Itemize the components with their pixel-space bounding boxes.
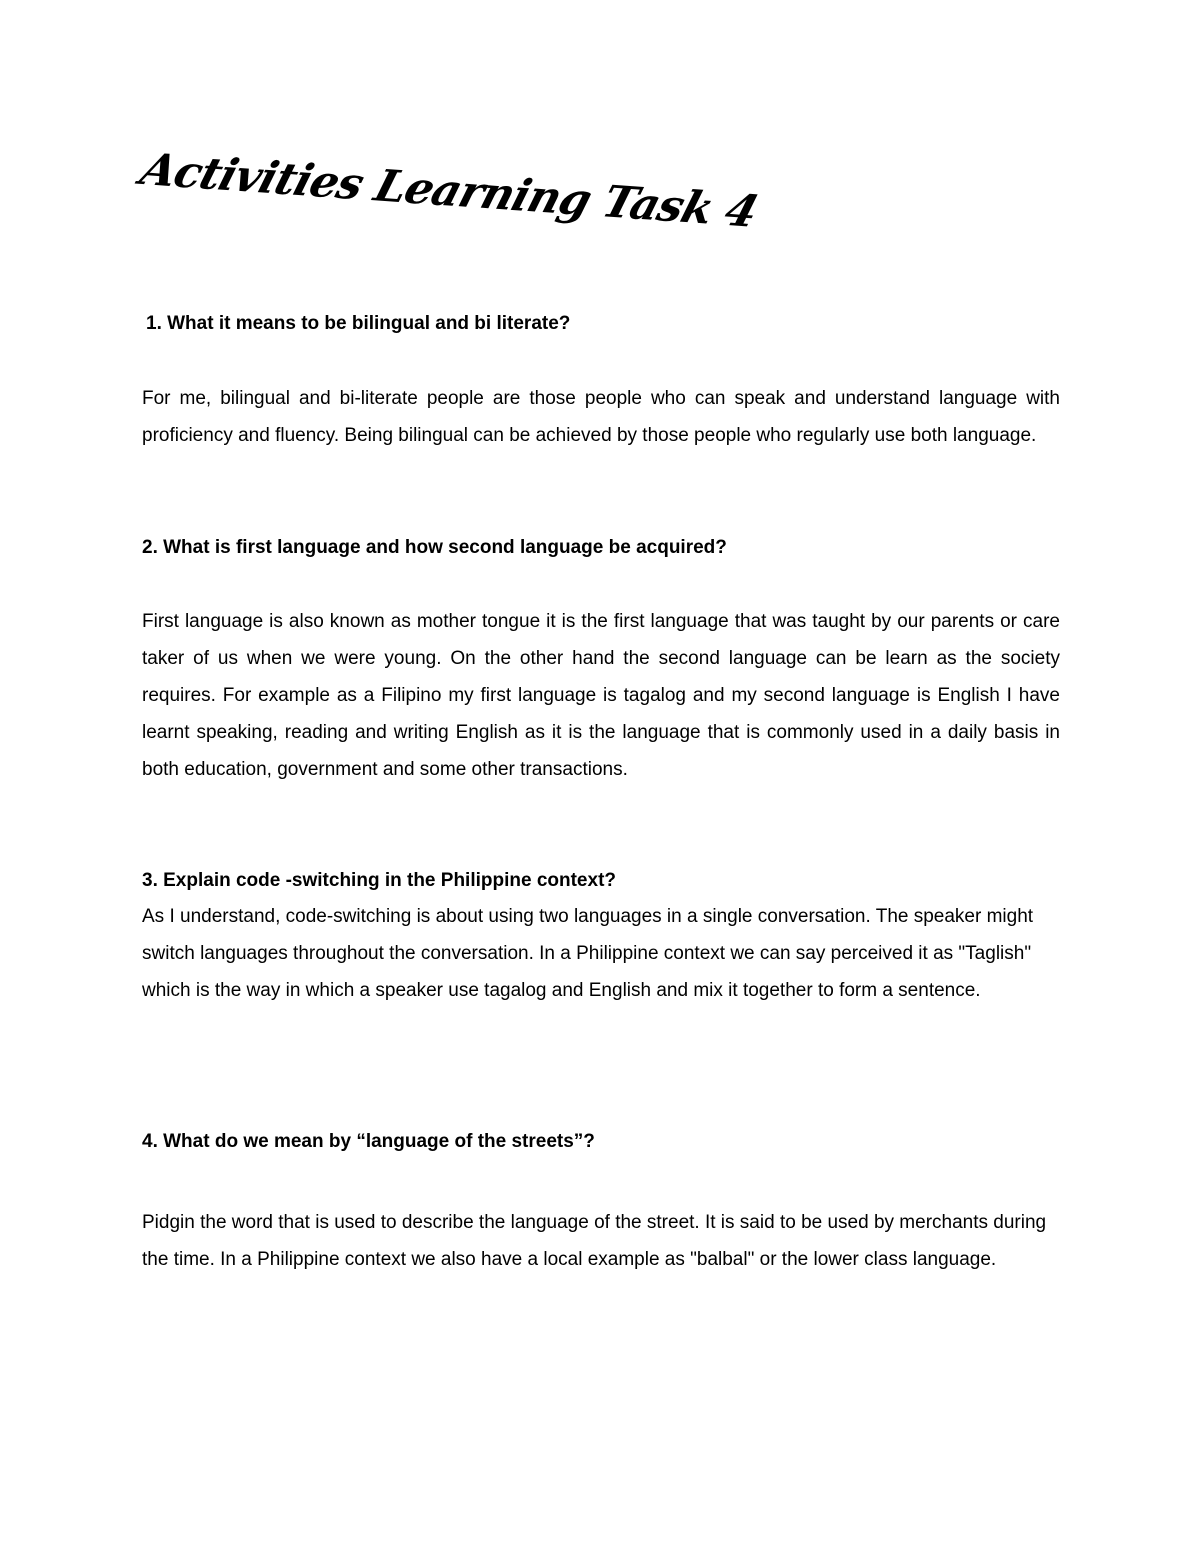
answer-1: For me, bilingual and bi-literate people are those people who can speak and understand language with proficiency and fluency. Being bilingual can be achieved by those people who regularly use both language. bbox=[142, 388, 1060, 446]
page-title: Activities Learning Task 4 bbox=[134, 144, 763, 238]
answer-4: Pidgin the word that is used to describe the language of the street. It is said to be used by merchants during the time. In a Philippine context we also have a local example as "balbal" or the lower class language. bbox=[142, 1212, 1047, 1270]
question-1: 1. What it means to be bilingual and bi literate? bbox=[146, 313, 571, 334]
answer-2: First language is also known as mother tongue it is the first language that was taught by our parents or care taker of us when we were young. On the other hand the second language can be learn as the society requires. For example as a Filipino my first language is tagalog and my second language is English I have learnt speaking, reading and writing English as it is the language that is commonly used in a daily basis in both education, government and some other transactions. bbox=[142, 611, 1060, 780]
question-2: 2. What is first language and how second language be acquired? bbox=[142, 537, 727, 558]
question-4: 4. What do we mean by “language of the streets”? bbox=[142, 1131, 595, 1152]
question-3: 3. Explain code -switching in the Philippine context? bbox=[142, 870, 616, 891]
answer-3: As I understand, code-switching is about using two languages in a single conversation. The speaker might switch languages throughout the conversation. In a Philippine context we can say perceived it as "Taglish" which is the way in which a speaker use tagalog and English and mix it together to form a sentence. bbox=[142, 906, 1034, 1001]
